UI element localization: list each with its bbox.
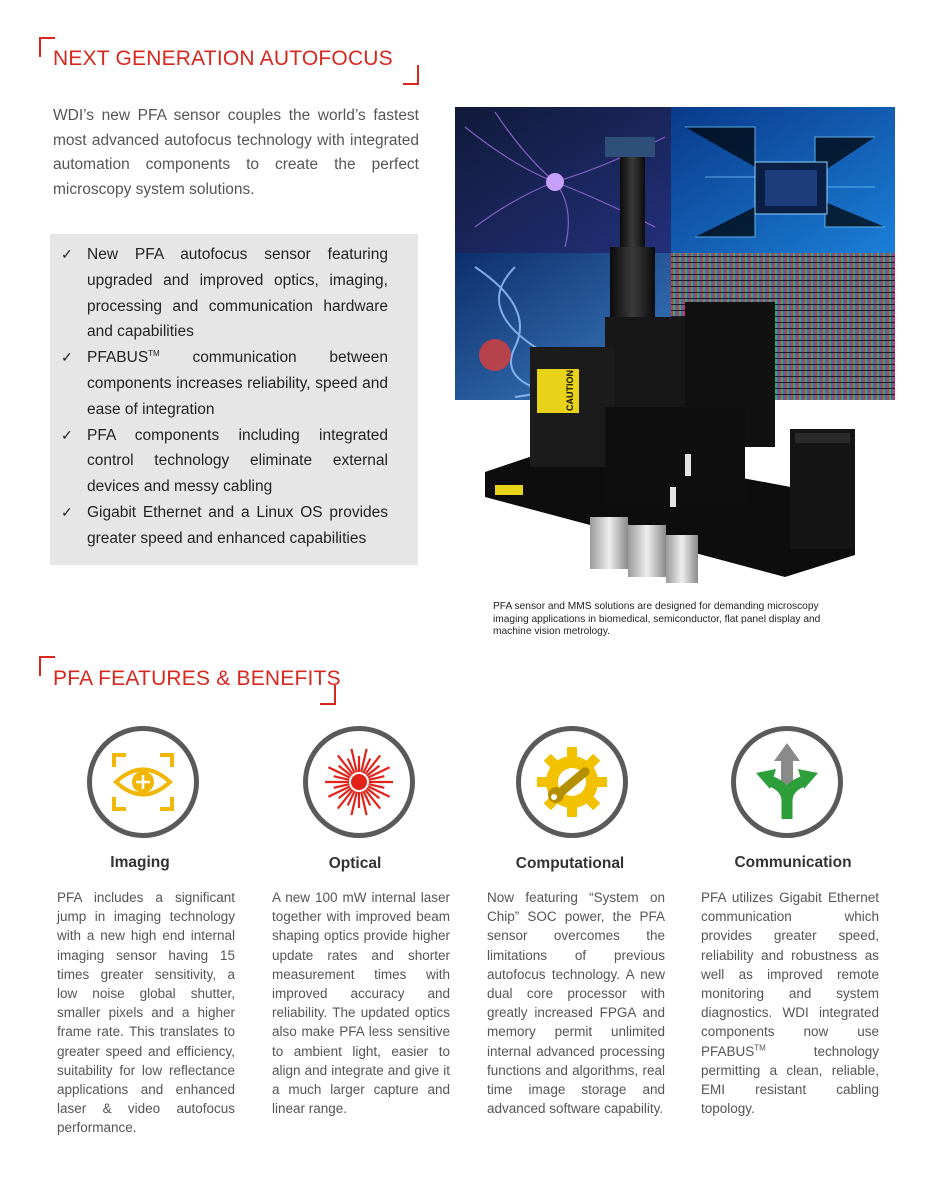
product-photo bbox=[455, 107, 895, 585]
feature-title-optical: Optical bbox=[328, 855, 382, 872]
feature-text-optical: A new 100 mW internal laser together with improved beam shaping optics provide higher update rates and shorter measurement times with improved accuracy and reliability. The updated optics also make PFA less sensitive to ambient light, easier to align and integrate and give it a much larger capture and linear range. bbox=[272, 890, 450, 1117]
check-icon: ✓ bbox=[61, 426, 73, 443]
intro-paragraph: WDI’s new PFA sensor couples the world’s fastest most advanced autofocus technology with integrated automation components to create the perfect microscopy system solutions. bbox=[53, 107, 419, 198]
benefits-list bbox=[50, 234, 418, 552]
gear-wrench-icon bbox=[521, 731, 623, 833]
computational-feature-icon bbox=[516, 726, 628, 838]
feature-text-computational: Now featuring “System on Chip” SOC power, the PFA sensor overcomes the limitations of previous autofocus technology. A new dual core processor with greatly increased FPGA and memory permit unlimited internal advanced processing functions and algorithms, real time image storage and advanced software capability. bbox=[487, 890, 665, 1117]
benefits-list-box bbox=[50, 234, 418, 565]
optical-feature-icon bbox=[303, 726, 415, 838]
product-photo-collage bbox=[455, 107, 895, 585]
list-item: ✓ PFA components including integrated control technology eliminate external devices and messy cabling bbox=[87, 423, 388, 500]
page-title: NEXT GENERATION AUTOFOCUS bbox=[53, 47, 393, 70]
feature-title-imaging: Imaging bbox=[110, 854, 170, 871]
list-item: ✓ New PFA autofocus sensor featuring upgraded and improved optics, imaging, processing and communication hardware and capabilities bbox=[87, 242, 388, 345]
imaging-feature-icon bbox=[87, 726, 199, 838]
section-title: PFA FEATURES & BENEFITS bbox=[53, 667, 341, 690]
communication-feature-icon bbox=[731, 726, 843, 838]
eye-icon bbox=[92, 731, 194, 833]
list-item: ✓ PFABUS™ communication between components increases reliability, speed and ease of integration bbox=[87, 345, 388, 422]
photo-caption: PFA sensor and MMS solutions are designed for demanding microscopy imaging applications in biomedical, semiconductor, flat panel display and machine vision metrology. bbox=[493, 601, 821, 637]
laser-burst-icon bbox=[308, 731, 410, 833]
caution-label: CAUTION bbox=[565, 370, 575, 411]
split-arrows-icon bbox=[736, 731, 838, 833]
feature-text-imaging: PFA includes a significant jump in imaging technology with a new high end internal imaging sensor having 15 times greater sensitivity, a low noise global shutter, smaller pixels and a higher frame rate. This translates to greater speed and efficiency, suitability for low reflectance applications and enhanced laser & video autofocus performance. bbox=[57, 890, 235, 1136]
feature-text-communication: PFA utilizes Gigabit Ethernet communication which provides greater speed, reliability and robustness as well as improved remote monitoring and system diagnostics. WDI integrated components now use PFABUS™ technology permitting a clean, reliable, EMI resistant cabling topology. bbox=[701, 890, 879, 1117]
bracket-bottom-right bbox=[320, 685, 336, 705]
check-icon: ✓ bbox=[61, 349, 73, 366]
feature-title-computational: Computational bbox=[515, 855, 625, 872]
check-icon: ✓ bbox=[61, 246, 73, 262]
bracket-bottom-right bbox=[403, 65, 419, 85]
check-icon: ✓ bbox=[61, 503, 73, 520]
feature-title-communication: Communication bbox=[734, 854, 852, 871]
list-item: ✓ Gigabit Ethernet and a Linux OS provides greater speed and enhanced capabilities bbox=[87, 500, 388, 552]
